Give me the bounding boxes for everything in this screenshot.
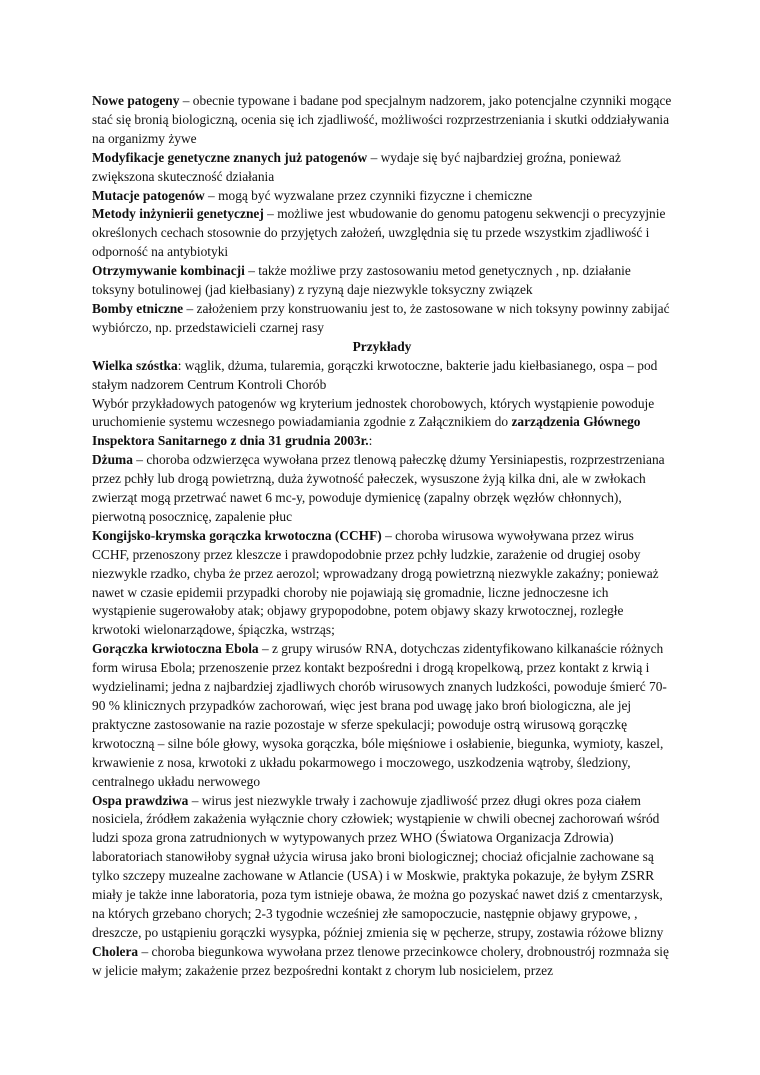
paragraph-text: : wąglik, dżuma, tularemia, gorączki krwotoczne, bakterie jadu kiełbasianego, ospa – pod stałym nadzorem Centrum Kontroli Chorób <box>92 357 658 392</box>
paragraph-text: Wybór przykładowych patogenów wg kryterium jednostek chorobowych, których wystąpienie powoduje uruchomienie systemu wczesnego powiadamiania zgodnie z Załącznikiem do <box>92 395 655 430</box>
term-label: Wielka szóstka <box>92 357 178 373</box>
term-label: Kongijsko-krymska gorączka krwotoczna (CCHF) <box>92 527 382 543</box>
paragraph-text: – wirus jest niezwykle trwały i zachowuje zjadliwość przez długi okres poza ciałem nosiciela, źródłem zakażenia wyłącznie chory człowiek; wystąpienie w chwili obecnej zachorowań wśród ludzi spoza grona zatrudnionych w wytypowanych przez WHO (Światowa Organizacja Zdrowia) laboratoriach stanowiłoby sygnał użycia wirusa jako broni biologicznej; chociaż oficjalnie zachowane są tylko szczepy muzealne zachowane w Atlancie (USA) i w Moskwie, praktyka pokazuje, że byłym ZSRR miały je także inne laboratoria, poza tym istnieje obawa, że można go pozyskać nawet dziś z cmentarzysk, na których grzebano chorych; 2-3 tygodnie wcześniej złe samopoczucie, następnie objawy grypowe, , dreszcze, po ustąpieniu gorączki wysypka, później zmienia się w pęcherze, strupy, zostawia różowe blizny <box>92 792 664 940</box>
paragraph-text: – możliwe jest wbudowanie do genomu patogenu sekwencji o precyzyjnie określonych cechach stosownie do przyjętych założeń, uwzględnia się tu przede wszystkim zjadliwość i odporność na antybiotyki <box>92 206 666 260</box>
section-heading: Przykłady <box>352 338 412 354</box>
term-label: Cholera <box>92 943 139 959</box>
term-label: Dżuma <box>92 452 133 468</box>
paragraph-text: – choroba wirusowa wywoływana przez wirus CCHF, przenoszony przez kleszcze i prawdopodobnie przez pchły ludzkie, zarażenie od drugiej osoby niezwykle rzadko, chyba że przez aerozol; wprowadzany drogą powietrzną niezwykle zakaźny; ponieważ nawet w czasie epidemii przypadki choroby nie pojawiają się gromadnie, liczne jednoczesne ich wystąpienie sugerowałoby atak; objawy grypopodobne, potem objawy skazy krwotocznej, rozległe krwotoki wielonarządowe, śpiączka, wstrząs; <box>92 527 659 638</box>
paragraph-text: – z grupy wirusów RNA, dotychczas zidentyfikowano kilkanaście różnych form wirusa Ebola; przenoszenie przez kontakt bezpośredni i drogą kropelkową, przez kontakt z krwią i wydzielinami; jedna z najbardziej zjadliwych chorób wirusowych znanych ludzkości, powoduje śmierć 70-90 % klinicznych przypadków zachorowań, więc jest brana pod uwagę jako broń biologiczna, ale jej praktyczne zastosowanie na razie pozostaje w sferze spekulacji; powoduje ostrą wirusową gorączkę krwotoczną – silne bóle głowy, wysoka gorączka, bóle mięśniowe i osłabienie, biegunka, wymioty, kaszel, krwawienie z nosa, krwotoki z układu pokarmowego i moczowego, uszkodzenia wątroby, śledziony, centralnego układu nerwowego <box>92 641 667 789</box>
paragraph-genetic-modifications <box>92 149 672 187</box>
paragraph-text: – choroba odzwierzęca wywołana przez tlenową pałeczkę dżumy Yersiniapestis, rozprzestrzeniana przez pchły lub drogą powietrzną, duża żywotność pałeczek, wysuszone żyją kilka dni, ale w zwłokach zwierząt mogą przetrwać nawet 6 mc-y, powoduje dymienicę (zapalny obrzęk węzłów chłonnych), pierwotną posocznicę, zapalenie płuc <box>92 452 665 524</box>
paragraph-text: – także możliwe przy zastosowaniu metod genetycznych , np. działanie toksyny botulinowej (jad kiełbasiany) z ryzyną daje niezwykle toksyczny związek <box>92 263 631 298</box>
term-label: Mutacje patogenów <box>92 187 205 203</box>
paragraph-text: – choroba biegunkowa wywołana przez tlenowe przecinkowce cholery, drobnoustrój rozmnaża się w jelicie małym; zakażenie przez bezpośredni kontakt z chorym lub nosicielem, przez <box>92 943 669 978</box>
paragraph-cholera <box>92 943 672 981</box>
term-label: Modyfikacje genetyczne znanych już patogenów <box>92 149 368 165</box>
paragraph-ebola <box>92 640 672 791</box>
paragraph-tail: : <box>368 433 373 449</box>
paragraph-combinations <box>92 262 672 300</box>
paragraph-mutations <box>92 187 672 206</box>
term-label: Metody inżynierii genetycznej <box>92 206 264 222</box>
regulation-reference: zarządzenia Głównego Inspektora Sanitarnego z dnia 31 grudnia 2003r. <box>92 414 641 449</box>
paragraph-cchf <box>92 527 672 640</box>
paragraph-genetic-engineering <box>92 205 672 262</box>
paragraph-smallpox <box>92 792 672 943</box>
term-label: Gorączka krwiotoczna Ebola <box>92 641 259 657</box>
document-body <box>92 92 672 981</box>
paragraph-big-six <box>92 357 672 395</box>
term-label: Ospa prawdziwa <box>92 792 189 808</box>
term-label: Nowe patogeny <box>92 93 180 108</box>
paragraph-selection-intro <box>92 395 672 452</box>
paragraph-text: – wydaje się być najbardziej groźna, ponieważ zwiększona skuteczność działania <box>92 149 621 184</box>
term-label: Otrzymywanie kombinacji <box>92 263 245 279</box>
paragraph-ethnic-bombs <box>92 300 672 338</box>
term-label: Bomby etniczne <box>92 300 184 316</box>
paragraph-text: – mogą być wyzwalane przez czynniki fizyczne i chemiczne <box>204 187 533 203</box>
paragraph-plague <box>92 451 672 527</box>
paragraph-text: – założeniem przy konstruowaniu jest to, że zastosowane w nich toksyny powinny zabijać wybiórczo, np. przedstawicieli czarnej rasy <box>92 300 670 335</box>
paragraph-new-pathogens <box>92 92 672 149</box>
paragraph-text: – obecnie typowane i badane pod specjalnym nadzorem, jako potencjalne czynniki mogące stać się bronią biologiczną, ocenia się ich zjadliwość, możliwości rozprzestrzeniania i skutki oddziaływania na organizmy żywe <box>92 93 672 146</box>
